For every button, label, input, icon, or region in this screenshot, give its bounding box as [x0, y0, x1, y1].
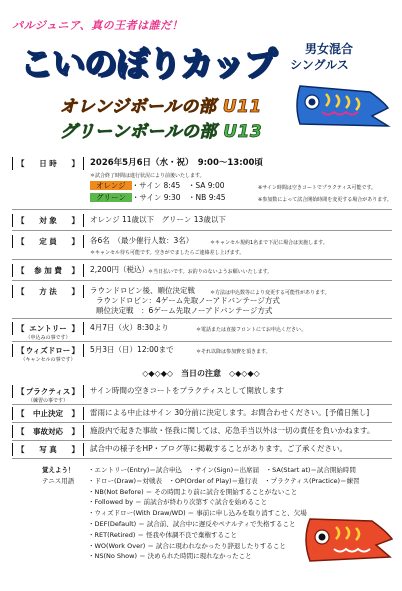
divider — [12, 422, 392, 423]
division-orange: オレンジボールの部 U11 — [60, 97, 262, 117]
glossary-item: ・DEF(Default) ＝ 試合前、試合中に遅反やペナルティで失格すること — [88, 519, 296, 528]
koinobori-icon — [292, 78, 392, 133]
label-cancel: 【 中止決定 】 — [12, 407, 84, 420]
method-line3: 順位決定戦 ：6ゲーム先取ノーアドバンテージ方式 — [96, 306, 273, 315]
green-note: ※参加数によって試合開始時間を変更する場合があります。 — [258, 197, 392, 203]
capacity-note1: ＊キャンセル規約1名まで下記に場合は実施します。 — [210, 240, 328, 246]
label-entry: 【 エントリー 】 — [12, 322, 84, 335]
withdraw-sublabel: （キャンセルの事です） — [20, 357, 76, 363]
glossary-item: ・NS(No Show) ＝ 決められた時間に現れなかったこと — [88, 552, 252, 561]
entry-note: ＊電話または直接フロントにてお申込ください。 — [196, 327, 307, 333]
label-accident: 【 事故対応 】 — [12, 425, 84, 438]
glossary-item: ・Followed by ＝ 前試合が終わり次第すぐ試合を始めること — [88, 498, 268, 507]
subtitle-line2: シングルス — [290, 58, 349, 72]
divider — [12, 230, 392, 231]
entry-value: 4月7日（火）8:30より — [90, 323, 169, 332]
koinobori-red-icon — [300, 505, 396, 575]
label-method: 【 方 法 】 — [12, 285, 84, 298]
method-line1: ラウンドロビン後、順位決定戦 — [90, 286, 195, 295]
label-date: 【 日 時 】 — [12, 157, 84, 170]
green-schedule: グリーン ・サイン 9:30 ・NB 9:45 — [90, 193, 226, 203]
tagline: パルジュニア、真の王者は誰だ！ — [12, 19, 184, 32]
notes-title: ◇◆◇◆◇ 当日の注意 ◇◆◇◆◇ — [142, 369, 260, 378]
label-practice: 【 プラクティス 】 — [12, 385, 84, 398]
capacity-note2: ＊キャンセル待ち可能です。空きがでましたらご連絡差し上げます。 — [90, 250, 245, 256]
divider — [12, 209, 392, 210]
accident-text: 施設内で起きた事故・怪我に関しては、応急手当以外は一切の責任を負いかねます。 — [90, 426, 375, 435]
orange-schedule: オレンジ ・サイン 8:45 ・SA 9:00 — [90, 181, 225, 191]
divider — [12, 440, 392, 441]
label-target: 【 対 象 】 — [12, 214, 84, 227]
label-capacity: 【 定 員 】 — [12, 235, 84, 248]
divider — [12, 341, 392, 342]
practice-text: サイン時間の空きコートをプラクティスとして開放します — [90, 386, 284, 395]
orange-note: ※サイン時間は空きコートでプラクティス可能です。 — [258, 185, 377, 191]
glossary-item: ・NB(Not Before) ＝ その時間より前に試合を開始することがないこと — [88, 487, 298, 496]
target-value: オレンジ 11歳以下 グリーン 13歳以下 — [90, 215, 226, 224]
withdraw-note: ＊それ以降は参加費を頂きます。 — [196, 349, 271, 355]
glossary-item: ・ウィズドロー(With Draw/WD) ＝ 事前に申し込みを取り消すこと、欠場 — [88, 509, 307, 518]
fee-value: 2,200円（税込） — [90, 265, 149, 274]
glossary-item: ・WO(Work Over) ＝ 試合に現われなかったり辞退したりすること — [88, 541, 286, 550]
subtitle-line1: 男女混合 — [305, 42, 354, 56]
division-green: グリーンボールの部 U13 — [60, 122, 263, 142]
divider — [12, 259, 392, 260]
entry-sublabel: （申込みの事です） — [25, 335, 71, 341]
divider — [12, 404, 392, 405]
label-fee: 【 参 加 費 】 — [12, 264, 84, 277]
fee-note: ＊当日払いです。お釣りのないようお願いいたします。 — [148, 269, 273, 275]
glossary-item: ・エントリー(Entry)＝試合申込 ・サイン(Sign)＝出席届 ・SA(Start at)＝試合開始時間 — [88, 466, 356, 474]
glossary-heading1: 覚えよう！ — [42, 466, 75, 474]
date-value: 2026年5月6日（水・祝） 9:00～13:00頃 — [90, 158, 263, 168]
page-title: こいのぼりカップ — [20, 44, 276, 83]
label-photo: 【 写 真 】 — [12, 443, 84, 456]
withdraw-value: 5月3日（日）12:00まで — [90, 345, 174, 354]
date-note: ＊試合終了時間は進行状況により前後いたします。 — [90, 173, 205, 179]
glossary-item: ・RET(Retired) ＝ 怪我や体調不良で棄権すること — [88, 530, 238, 539]
divider — [12, 280, 392, 281]
practice-sublabel: （練習の事です） — [27, 398, 68, 404]
photo-text: 試合中の様子をHP・ブログ等に掲載することがあります。ご了承ください。 — [90, 444, 348, 453]
method-note: ＊方法は申込数等により変更する可能性があります。 — [210, 290, 330, 296]
divider — [12, 318, 392, 319]
glossary-heading2: テニス用語 — [42, 477, 75, 485]
glossary-item: ・ドロー(Draw)＝対戦表 ・OP(Order of Play)＝進行表 ・プラクティス(Practice)＝練習 — [88, 476, 360, 485]
label-withdraw: 【 ウィズドロー 】 — [12, 344, 84, 357]
divider — [12, 458, 392, 459]
orange-chip: オレンジ — [90, 181, 132, 190]
green-chip: グリーン — [90, 193, 132, 202]
method-line2: ラウンドロビン：4ゲーム先取ノーアドバンテージ方式 — [96, 296, 280, 305]
cancel-text: 雷雨による中止はサイン 30分前に決定します。お問合わせください。[予備日無し] — [90, 408, 370, 417]
capacity-value: 各6名 （最少催行人数：3名） — [90, 236, 194, 245]
